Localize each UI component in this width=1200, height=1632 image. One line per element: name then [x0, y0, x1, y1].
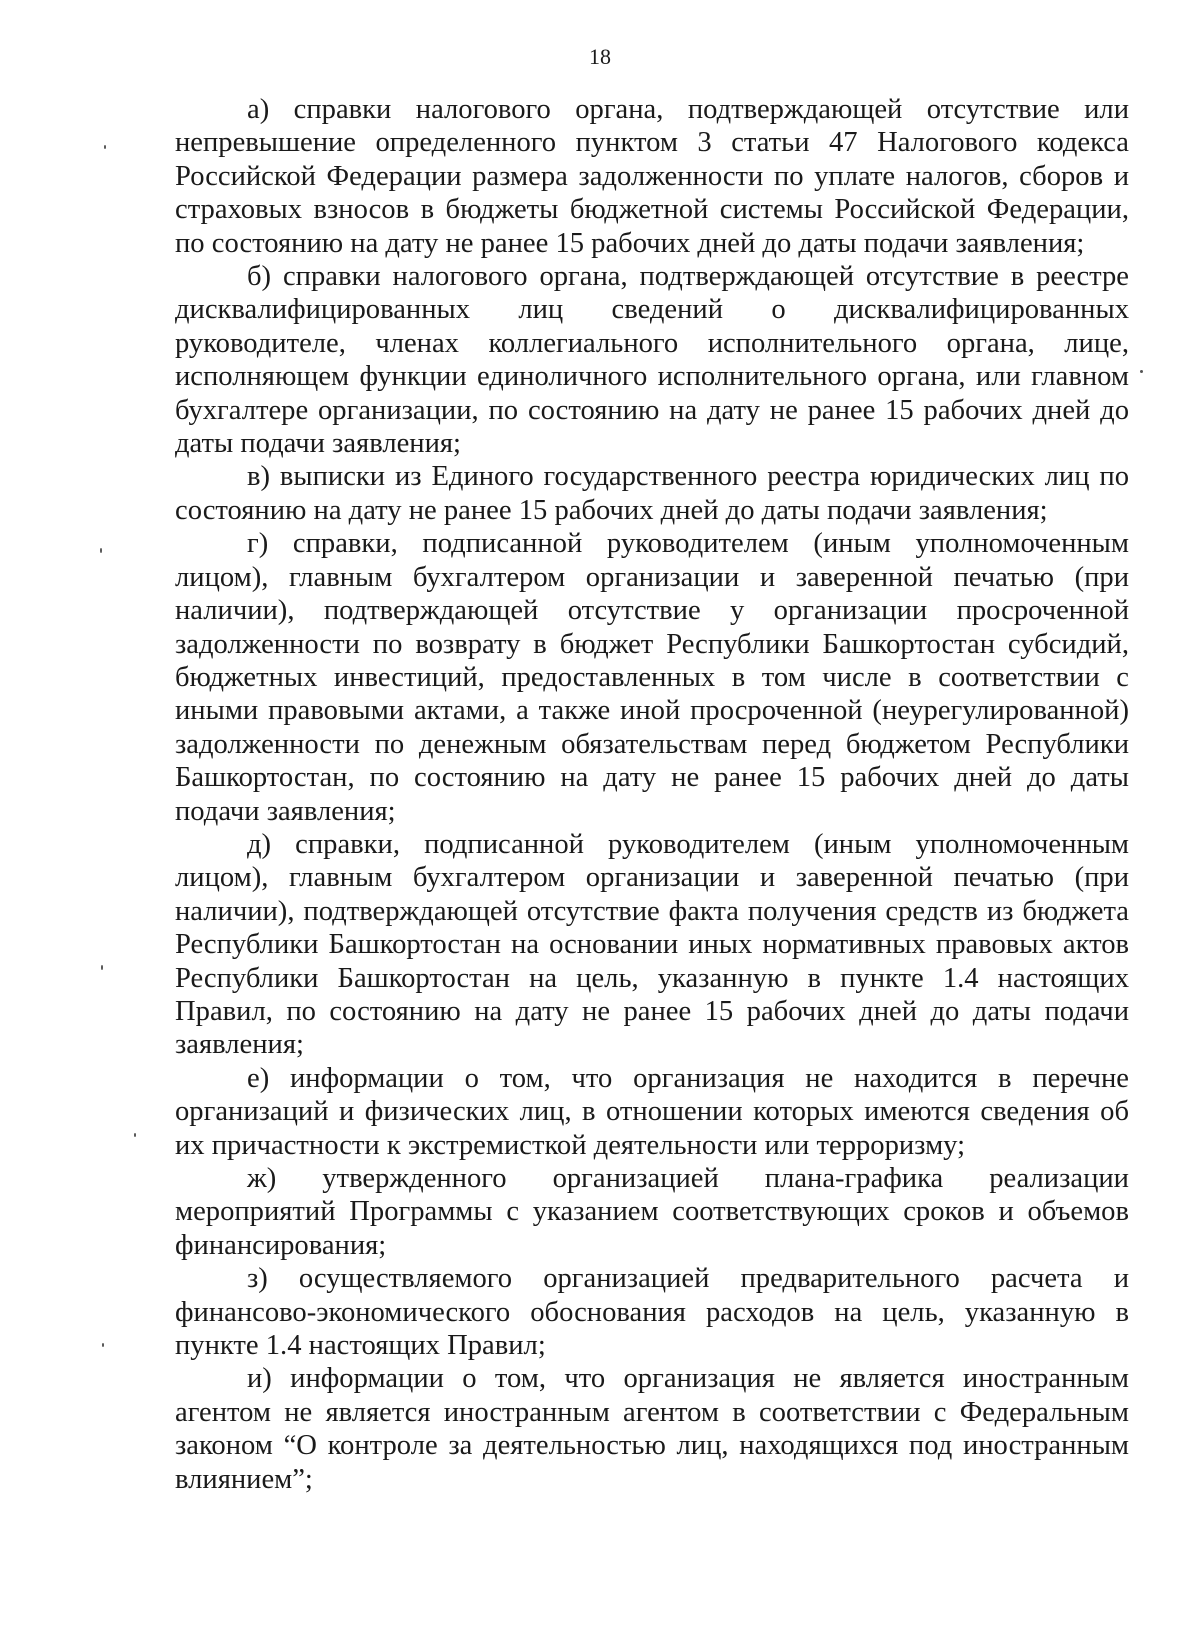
paragraph-a: а) справки налогового органа, подтверждающей отсутствие или непревышение определенного пунктом 3 статьи 47 Налогового кодекса Российской Федерации размера задолженности по уплате налогов, сборов и страховых взносов в бюджеты бюджетной системы Российской Федерации, по состоянию на дату не ранее 15 рабочих дней до даты подачи заявления;: [175, 94, 1129, 259]
scan-speck: [100, 548, 102, 553]
paragraph-i: и) информации о том, что организация не является иностранным агентом не является иностранным агентом в соответствии с Федеральным законом “О контроле за деятельностью лиц, находящихся под иностранным влиянием”;: [175, 1363, 1129, 1495]
document-body: [175, 93, 1129, 1496]
paragraph-zh: ж) утвержденного организацией плана-графика реализации мероприятий Программы с указанием соответствующих сроков и объемов финансирования;: [175, 1163, 1129, 1261]
paragraph-e: е) информации о том, что организация не находится в перечне организаций и физических лиц, в отношении которых имеются сведения об их причастности к экстремисткой деятельности или терроризму;: [175, 1062, 1129, 1161]
paragraph-v: в) выписки из Единого государственного реестра юридических лиц по состоянию на дату не ранее 15 рабочих дней до даты подачи заявления;: [175, 461, 1129, 526]
paragraph-d: д) справки, подписанной руководителем (иным уполномоченным лицом), главным бухгалтером организации и заверенной печатью (при наличии), подтверждающей отсутствие факта получения средств из бюджета Республики Башкортостан на основании иных нормативных правовых актов Республики Башкортостан на цель, указанную в пункте 1.4 настоящих Правил, по состоянию на дату не ранее 15 рабочих дней до даты подачи заявления;: [175, 828, 1129, 1061]
paragraph-g: г) справки, подписанной руководителем (иным уполномоченным лицом), главным бухгалтером организации и заверенной печатью (при наличии), подтверждающей отсутствие у организации просроченной задолженности по возврату в бюджет Республики Башкортостан субсидий, бюджетных инвестиций, предоставленных в том числе в соответствии с иными правовыми актами, а также иной просроченной (неурегулированной) задолженности по денежным обязательствам перед бюджетом Республики Башкортостан, по состоянию на дату не ранее 15 рабочих дней до даты подачи заявления;: [175, 528, 1129, 827]
paragraph-z: з) осуществляемого организацией предварительного расчета и финансово-экономического обоснования расходов на цель, указанную в пункте 1.4 настоящих Правил;: [175, 1263, 1129, 1362]
scan-speck: [104, 145, 106, 149]
scan-speck: [101, 965, 103, 970]
scan-speck: [1140, 370, 1143, 373]
scan-speck: [102, 1343, 104, 1347]
page-number: 18: [589, 44, 611, 69]
scan-speck: [134, 1133, 136, 1137]
paragraph-b: б) справки налогового органа, подтверждающей отсутствие в реестре дисквалифицированных лиц сведений о дисквалифицированных руководителе, членах коллегиального исполнительного органа, лице, исполняющем функции единоличного исполнительного органа, или главном бухгалтере организации, по состоянию на дату не ранее 15 рабочих дней до даты подачи заявления;: [175, 261, 1129, 460]
